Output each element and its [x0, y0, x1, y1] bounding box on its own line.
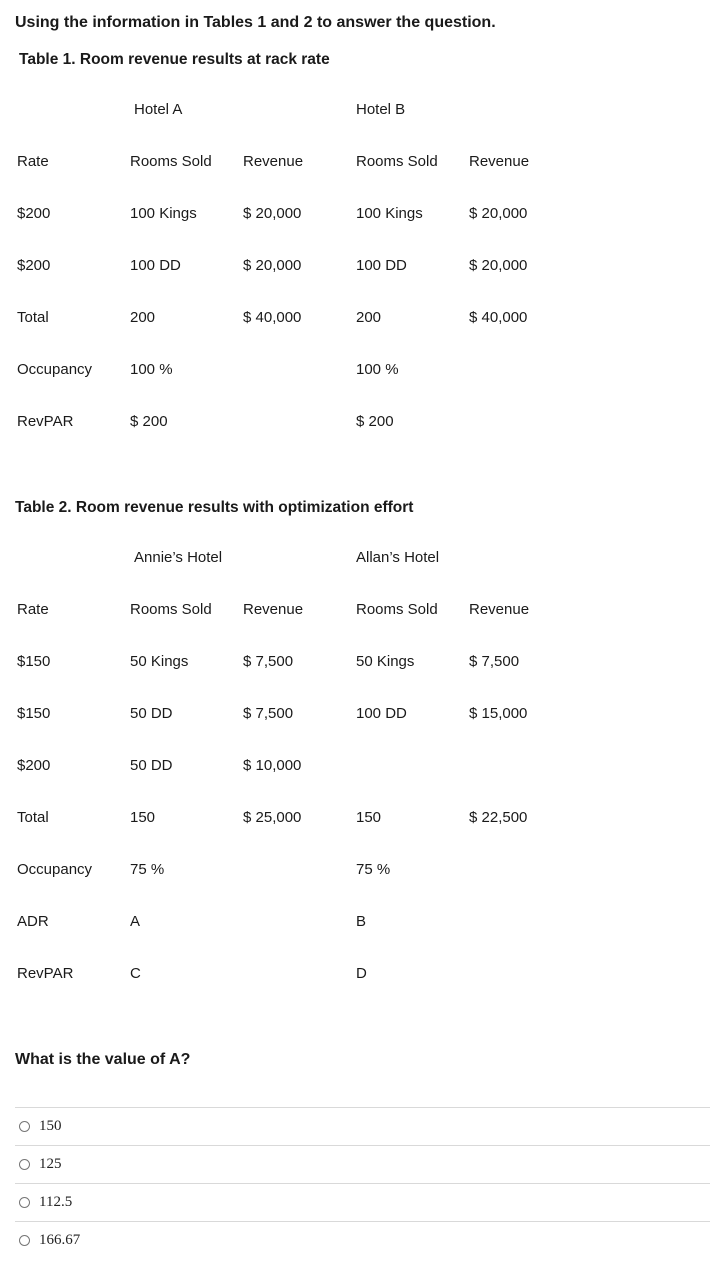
radio-button[interactable]	[19, 1159, 30, 1170]
option-divider	[15, 1183, 710, 1184]
table-cell: 200	[130, 309, 156, 326]
answer-option-4[interactable]	[19, 1228, 80, 1252]
header-cell: Rooms Sold	[130, 601, 212, 618]
table-cell: RevPAR	[17, 965, 74, 982]
table-cell: D	[356, 965, 367, 982]
table-1-hotel-a-header: Hotel A	[134, 101, 183, 118]
header-cell: Revenue	[469, 601, 530, 618]
intro-text: Using the information in Tables 1 and 2 to answer the question.	[15, 14, 496, 31]
table-cell: $ 7,500	[243, 653, 294, 670]
table-cell: $ 20,000	[243, 257, 302, 274]
table-cell: $200	[17, 257, 51, 274]
table-cell: 100 DD	[356, 705, 407, 722]
radio-button[interactable]	[19, 1121, 30, 1132]
table-cell: 75 %	[356, 861, 391, 878]
table-cell: 50 Kings	[130, 653, 189, 670]
table-cell: $ 20,000	[469, 205, 528, 222]
table-cell: 200	[356, 309, 382, 326]
table-cell: $ 200	[356, 413, 394, 430]
radio-button[interactable]	[19, 1197, 30, 1208]
table-cell: $ 20,000	[469, 257, 528, 274]
table-cell: $150	[17, 653, 51, 670]
header-cell: Rate	[17, 601, 49, 618]
option-divider	[15, 1107, 710, 1108]
table-cell: $ 40,000	[243, 309, 302, 326]
table-cell: B	[356, 913, 367, 930]
answer-option-1[interactable]	[19, 1114, 62, 1138]
table-cell: 150	[356, 809, 382, 826]
table-cell: $ 22,500	[469, 809, 528, 826]
table-cell: $150	[17, 705, 51, 722]
question-text: What is the value of A?	[15, 1051, 191, 1068]
table-cell: 75 %	[130, 861, 165, 878]
table-cell: Total	[17, 309, 49, 326]
header-cell: Revenue	[243, 601, 304, 618]
option-label: 125	[39, 1155, 62, 1172]
table-cell: $ 7,500	[243, 705, 294, 722]
option-label: 166.67	[39, 1231, 81, 1248]
table-cell: 50 DD	[130, 757, 173, 774]
option-label: 112.5	[39, 1193, 73, 1210]
table-2-hotel-b-header: Allan’s Hotel	[356, 549, 440, 566]
table-cell: Occupancy	[17, 861, 93, 878]
table-cell: 50 DD	[130, 705, 173, 722]
table-cell: 150	[130, 809, 156, 826]
table-cell: $ 20,000	[243, 205, 302, 222]
table-cell: $200	[17, 205, 51, 222]
header-cell: Revenue	[243, 153, 304, 170]
table-cell: Occupancy	[17, 361, 93, 378]
table-cell: 50 Kings	[356, 653, 415, 670]
table-cell: $ 200	[130, 413, 168, 430]
table-cell: $ 10,000	[243, 757, 302, 774]
table-cell: 100 Kings	[356, 205, 423, 222]
table-1-hotel-b-header: Hotel B	[356, 101, 406, 118]
answer-option-2[interactable]	[19, 1152, 62, 1176]
option-label: 150	[39, 1117, 62, 1134]
table-cell: 100 DD	[356, 257, 407, 274]
table-cell: $200	[17, 757, 51, 774]
table-cell: A	[130, 913, 141, 930]
header-cell: Revenue	[469, 153, 530, 170]
header-cell: Rate	[17, 153, 49, 170]
table-cell: $ 15,000	[469, 705, 528, 722]
answer-option-3[interactable]	[19, 1190, 72, 1214]
option-divider	[15, 1145, 710, 1146]
table-cell: ADR	[17, 913, 49, 930]
table-2-caption: Table 2. Room revenue results with optimization effort	[15, 499, 414, 516]
radio-button[interactable]	[19, 1235, 30, 1246]
table-cell: C	[130, 965, 141, 982]
table-cell: 100 Kings	[130, 205, 197, 222]
table-cell: $ 40,000	[469, 309, 528, 326]
table-cell: RevPAR	[17, 413, 74, 430]
table-2-hotel-a-header: Annie’s Hotel	[134, 549, 223, 566]
header-cell: Rooms Sold	[130, 153, 212, 170]
table-cell: 100 %	[356, 361, 399, 378]
header-cell: Rooms Sold	[356, 601, 438, 618]
table-cell: 100 %	[130, 361, 173, 378]
table-cell: $ 7,500	[469, 653, 520, 670]
option-divider	[15, 1221, 710, 1222]
header-cell: Rooms Sold	[356, 153, 438, 170]
table-cell: $ 25,000	[243, 809, 302, 826]
table-cell: Total	[17, 809, 49, 826]
table-cell: 100 DD	[130, 257, 181, 274]
table-1-caption: Table 1. Room revenue results at rack rate	[19, 51, 330, 68]
